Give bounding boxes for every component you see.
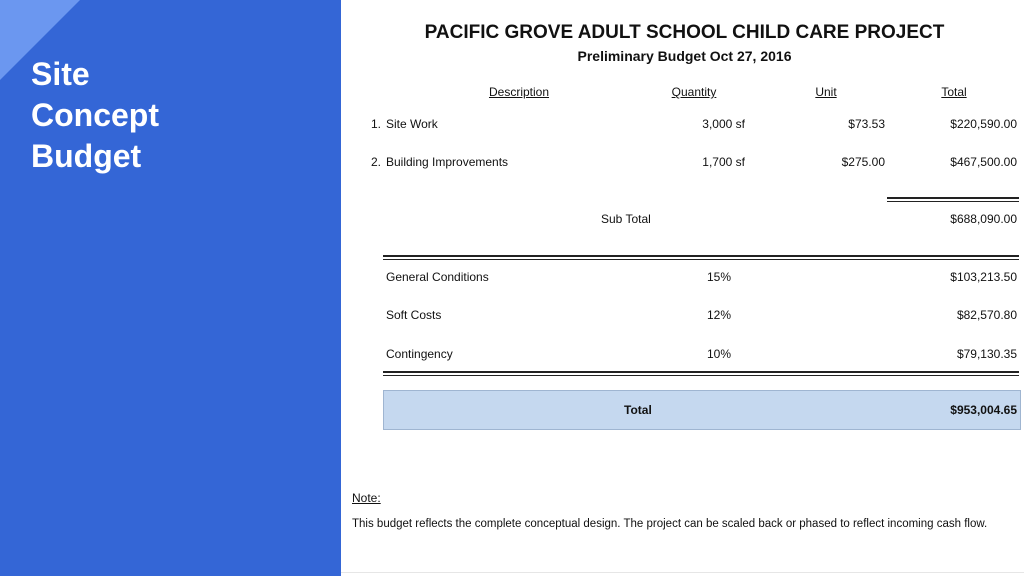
adjustment-description: Soft Costs (386, 308, 442, 322)
row-unit: $73.53 (848, 117, 885, 131)
document-title: PACIFIC GROVE ADULT SCHOOL CHILD CARE PROJECT (424, 22, 945, 43)
grand-total-value: $953,004.65 (950, 403, 1017, 417)
row-unit: $275.00 (841, 155, 885, 169)
adjustment-description: Contingency (386, 347, 453, 361)
row-number: 2. (371, 155, 382, 169)
row-description: Building Improvements (386, 155, 509, 169)
header-quantity: Quantity (671, 85, 717, 99)
slide-title-line: Budget (31, 138, 142, 174)
adjustment-percent: 12% (706, 308, 732, 322)
header-unit: Unit (815, 85, 837, 99)
grand-total-label: Total (624, 403, 652, 417)
row-quantity: 1,700 sf (702, 155, 745, 169)
grand-total-box (383, 390, 1021, 430)
row-total: $220,590.00 (950, 117, 1017, 131)
document-subtitle: Preliminary Budget Oct 27, 2016 (577, 48, 792, 64)
adjustment-percent: 15% (706, 270, 732, 284)
page-bottom-rule (341, 572, 1024, 573)
header-description: Description (488, 85, 550, 99)
slide-title-line: Concept (31, 97, 159, 133)
adjustment-total: $82,570.80 (956, 308, 1017, 322)
row-total: $467,500.00 (950, 155, 1017, 169)
divider-double-line (383, 255, 1019, 260)
subtotal-value: $688,090.00 (950, 212, 1017, 226)
adjustment-percent: 10% (706, 347, 732, 361)
row-description: Site Work (386, 117, 438, 131)
slide-title (31, 54, 159, 177)
adjustment-total: $103,213.50 (950, 270, 1017, 284)
header-total: Total (941, 85, 967, 99)
adjustment-total: $79,130.35 (956, 347, 1017, 361)
slide-title-line: Site (31, 56, 90, 92)
row-number: 1. (371, 117, 382, 131)
note-label: Note: (352, 491, 381, 505)
subtotal-rule (887, 197, 1019, 202)
subtotal-label: Sub Total (601, 212, 651, 226)
divider-double-line (383, 371, 1019, 376)
note-text: This budget reflects the complete conceptual design. The project can be scaled back or phased to reflect incoming cash flow. (352, 518, 988, 530)
adjustment-description: General Conditions (386, 270, 489, 284)
row-quantity: 3,000 sf (702, 117, 745, 131)
budget-document (341, 0, 1024, 576)
slide-sidebar (0, 0, 341, 576)
